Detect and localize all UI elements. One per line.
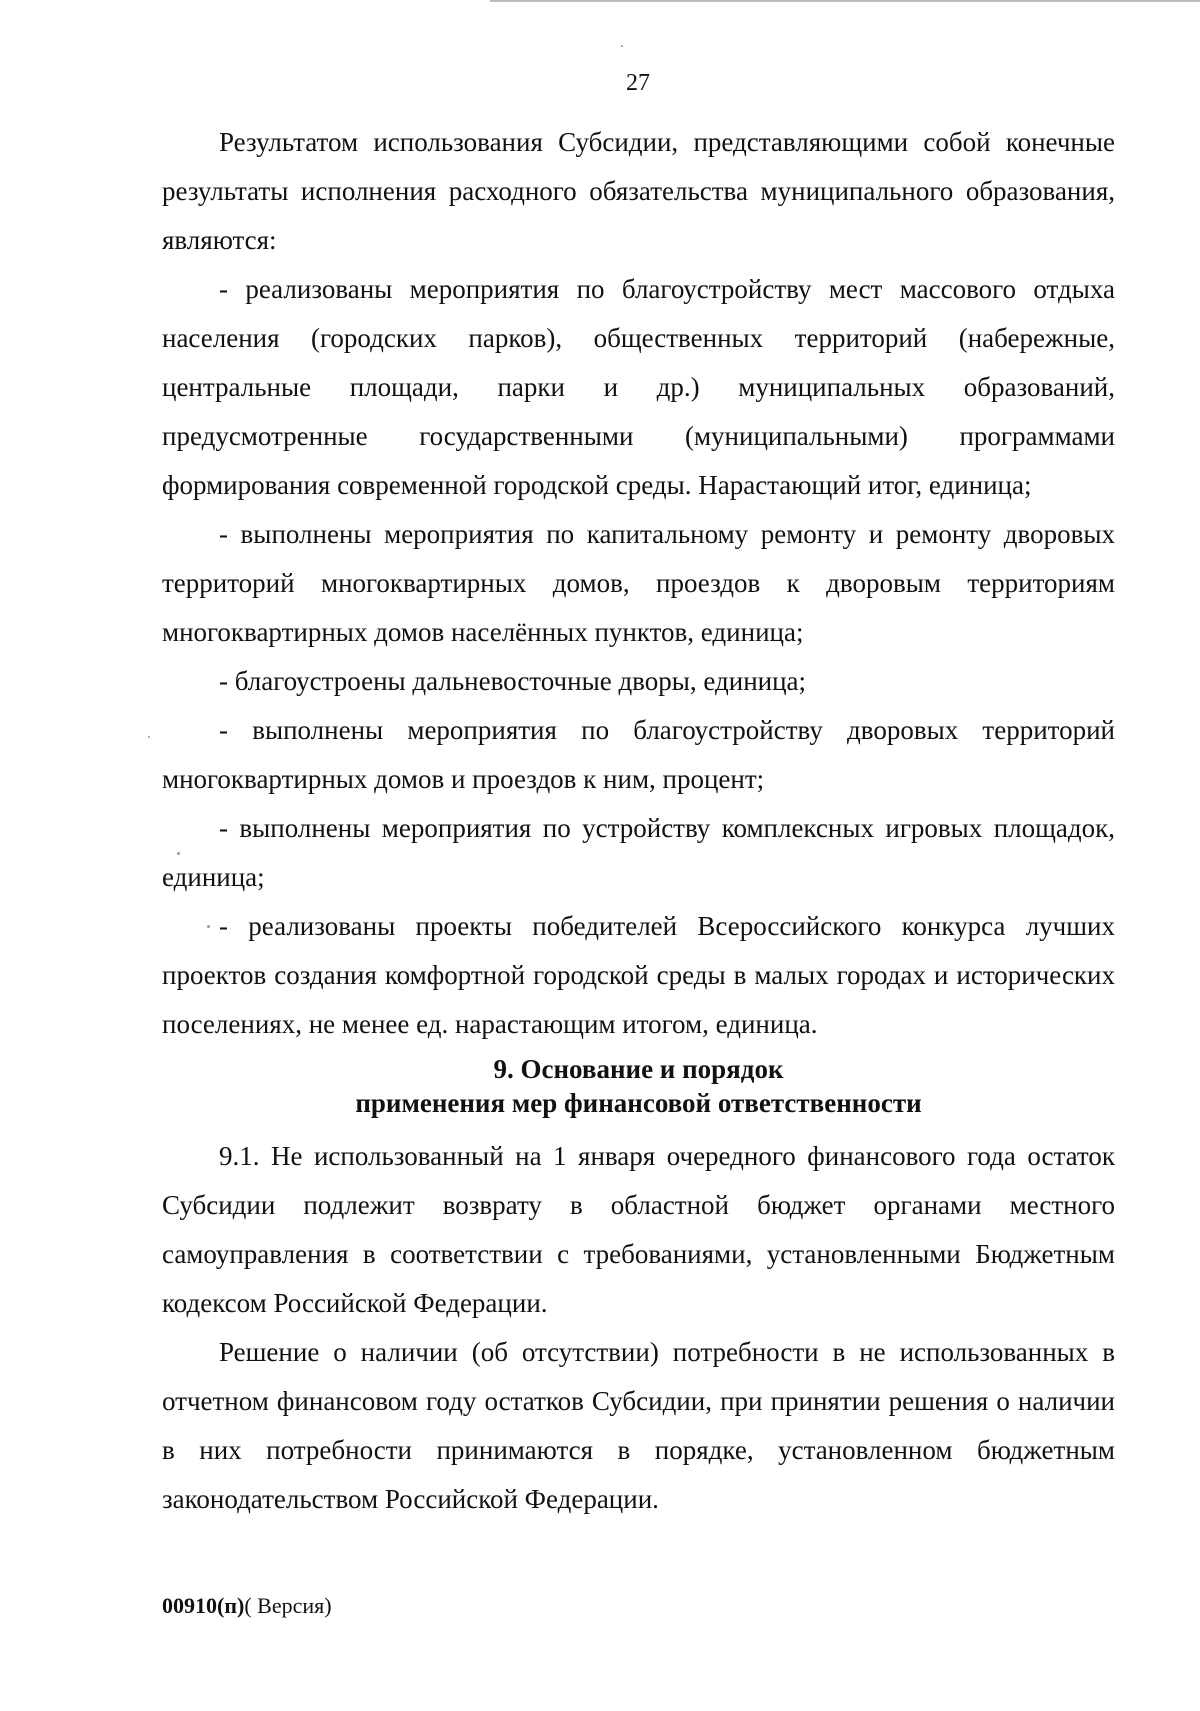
scan-speck [148,736,150,738]
list-item-public-spaces: - реализованы мероприятия по благоустройству мест массового отдыха населения (городских парков), общественных территорий (набережные, центральные площади, парки и др.) муниципальных образований, предусмотренные государственными (муниципальными) программами формирования современной городской среды. Нарастающий итог, единица; [162,274,1115,500]
section-heading-line-1: 9. Основание и порядок [493,1054,784,1084]
list-item-contest-projects: - реализованы проекты победителей Всероссийского конкурса лучших проектов создания комфортной городской среды в малых городах и исторических поселениях, не менее ед. нарастающим итогом, единица. [162,911,1115,1039]
scan-speck [621,45,623,47]
section-heading [162,1052,1115,1120]
section-heading-line-2: применения мер финансовой ответственности [355,1088,922,1118]
list-item-yard-improvement: - выполнены мероприятия по благоустройству дворовых территорий многоквартирных домов и проездов к ним, процент; [162,715,1115,794]
list-item-yard-repair: - выполнены мероприятия по капитальному ремонту и ремонту дворовых территорий многоквартирных домов, проездов к дворовым территориям многоквартирных домов населённых пунктов, единица; [162,519,1115,647]
document-code-footer [162,1592,332,1620]
scan-edge-line [490,0,1200,2]
paragraph-decision: Решение о наличии (об отсутствии) потребности в не использованных в отчетном финансовом году остатков Субсидии, при принятии решения о наличии в них потребности принимаются в порядке, установленном бюджетным законодательством Российской Федерации. [162,1337,1115,1514]
list-item-far-east-yards: - благоустроены дальневосточные дворы, единица; [219,666,807,696]
document-code: 00910(п) [162,1593,245,1618]
list-item-playgrounds: - выполнены мероприятия по устройству комплексных игровых площадок, единица; [162,813,1115,892]
paragraph-results-intro: Результатом использования Субсидии, представляющими собой конечные результаты исполнения расходного обязательства муниципального образования, являются: [162,127,1115,255]
document-body [162,118,1115,1524]
paragraph-9-1: 9.1. Не использованный на 1 января очередного финансового года остаток Субсидии подлежит возврату в областной бюджет органами местного самоуправления в соответствии с требованиями, установленными Бюджетным кодексом Российской Федерации. [162,1141,1115,1318]
document-version: ( Версия) [244,1593,332,1618]
page-number: 27 [626,70,650,96]
